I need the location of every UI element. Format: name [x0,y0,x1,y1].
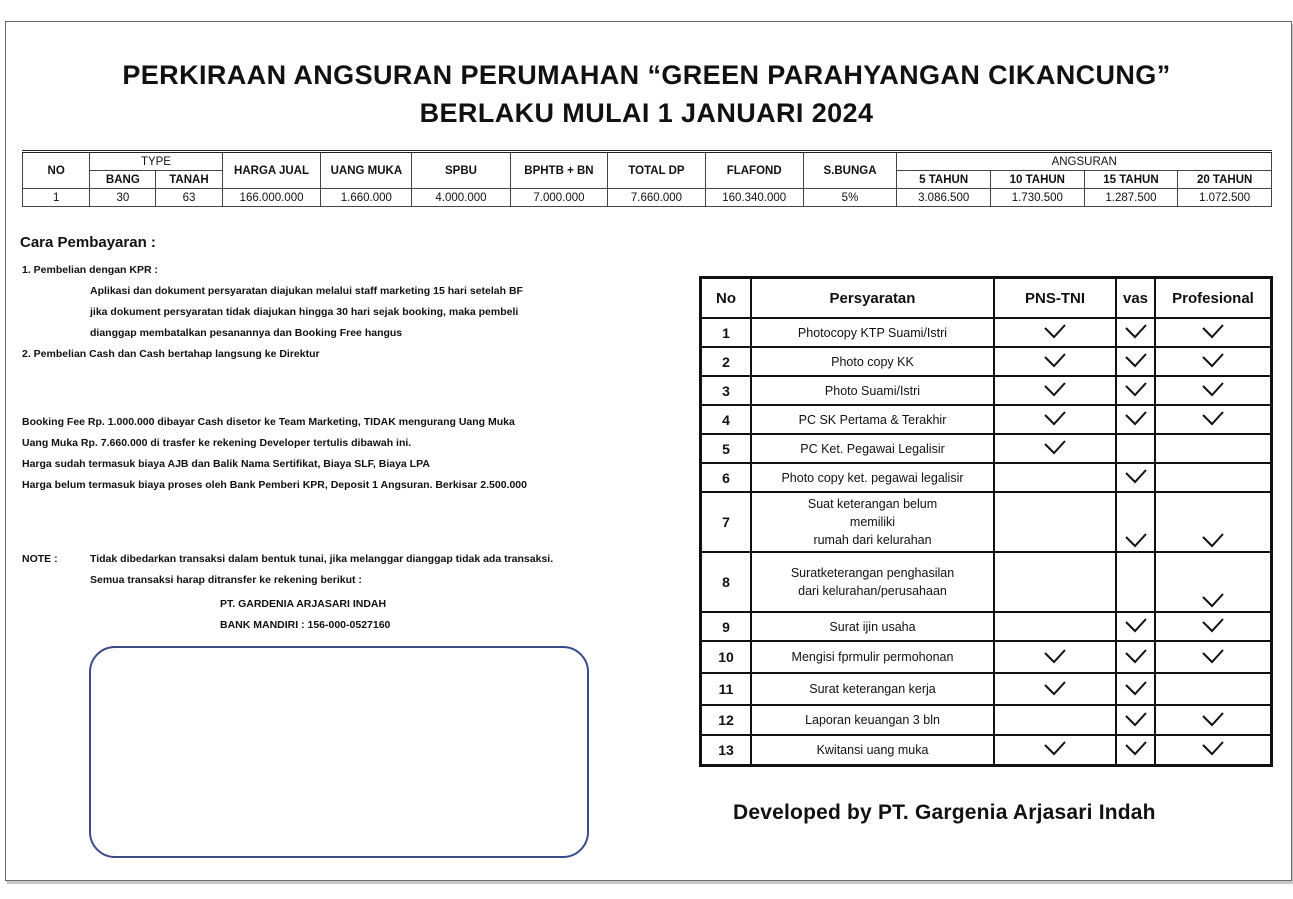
header-flafond: FLAFOND [705,152,803,189]
check-icon [1125,716,1147,730]
req-text: Laporan keuangan 3 bln [751,705,994,735]
header-10-tahun: 10 TAHUN [990,171,1084,189]
table-row [701,673,1272,705]
page-title-line2: BERLAKU MULAI 1 JANUARI 2024 [419,98,874,128]
req-text-line: memiliki [849,515,896,529]
req-pns-cell [994,492,1116,552]
check-icon [1044,444,1066,458]
check-icon [1125,653,1147,667]
kpr-heading: 1. Pembelian dengan KPR : [22,264,158,276]
check-icon [1125,473,1147,487]
req-pns-cell [994,735,1116,765]
info-line: Booking Fee Rp. 1.000.000 dibayar Cash disetor ke Team Marketing, TIDAK mengurang Uang Muka [22,416,515,428]
check-icon [1044,328,1066,342]
price-table [22,150,1272,207]
note-label: NOTE : [22,553,58,565]
info-line: Harga belum termasuk biaya proses oleh Bank Pemberi KPR, Deposit 1 Angsuran. Berkisar 2.500.000 [22,479,527,491]
bank-account: BANK MANDIRI : 156-000-0527160 [220,619,391,631]
cash-heading: 2. Pembelian Cash dan Cash bertahap langsung ke Direktur [22,348,320,360]
check-icon [1125,537,1147,551]
req-text: Surat keterangan kerja [751,673,994,705]
req-text: Photo Suami/Istri [751,376,994,405]
req-no: 2 [701,347,752,376]
cell-spbu: 4.000.000 [412,189,510,207]
header-uang-muka: UANG MUKA [321,152,412,189]
note-line: Tidak dibedarkan transaksi dalam bentuk tunai, jika melanggar dianggap tidak ada transaksi. [90,553,554,565]
req-text: Photo copy ket. pegawai legalisir [751,463,994,492]
header-tanah: TANAH [156,171,222,189]
cell-tanah: 63 [156,189,222,207]
header-harga-jual: HARGA JUAL [222,152,321,189]
check-icon [1202,537,1224,551]
table-row [701,376,1272,405]
table-row [701,318,1272,347]
cell-bang: 30 [90,189,156,207]
req-no: 11 [701,673,752,705]
req-text: Photocopy KTP Suami/Istri [751,318,994,347]
req-no: 12 [701,705,752,735]
check-icon [1044,745,1066,759]
check-icon [1125,386,1147,400]
req-header-persyaratan: Persyaratan [751,278,994,319]
table-row [701,434,1272,463]
req-vas-cell [1116,347,1155,376]
req-prof-cell [1155,735,1272,765]
req-pns-cell [994,434,1116,463]
req-pns-cell [994,552,1116,612]
req-prof-cell [1155,673,1272,705]
note-line: Semua transaksi harap ditransfer ke rekening berikut : [90,574,362,586]
req-no: 7 [701,492,752,552]
table-row [701,347,1272,376]
req-vas-cell [1116,705,1155,735]
cell-no: 1 [23,189,90,207]
req-vas-cell [1116,492,1155,552]
cell-flafond: 160.340.000 [705,189,803,207]
payment-title: Cara Pembayaran : [20,234,156,251]
req-prof-cell [1155,552,1272,612]
req-prof-cell [1155,347,1272,376]
req-vas-cell [1116,552,1155,612]
req-prof-cell [1155,612,1272,641]
req-vas-cell [1116,405,1155,434]
req-text [751,492,994,552]
req-prof-cell [1155,463,1272,492]
requirements-table [699,276,1273,767]
req-vas-cell [1116,735,1155,765]
header-bang: BANG [90,171,156,189]
req-pns-cell [994,318,1116,347]
check-icon [1202,653,1224,667]
req-header-prof: Profesional [1155,278,1272,319]
table-row [701,705,1272,735]
req-vas-cell [1116,463,1155,492]
req-prof-cell [1155,376,1272,405]
check-icon [1125,622,1147,636]
req-header-no: No [701,278,752,319]
req-pns-cell [994,405,1116,434]
header-angsuran: ANGSURAN [897,152,1272,171]
kpr-line: dianggap membatalkan pesanannya dan Booking Free hangus [90,327,403,339]
req-no: 9 [701,612,752,641]
check-icon [1044,653,1066,667]
req-text: Photo copy KK [751,347,994,376]
req-text: PC Ket. Pegawai Legalisir [751,434,994,463]
req-pns-cell [994,612,1116,641]
table-row [701,735,1272,765]
req-prof-cell [1155,705,1272,735]
cell-harga-jual: 166.000.000 [222,189,321,207]
req-text: Kwitansi uang muka [751,735,994,765]
req-no: 10 [701,641,752,673]
info-line: Harga sudah termasuk biaya AJB dan Balik Nama Sertifikat, Biaya SLF, Biaya LPA [22,458,430,470]
table-row [701,492,1272,552]
req-pns-cell [994,376,1116,405]
company-name: PT. GARDENIA ARJASARI INDAH [220,598,387,610]
table-row [701,612,1272,641]
check-icon [1044,415,1066,429]
req-no: 13 [701,735,752,765]
check-icon [1202,745,1224,759]
check-icon [1202,415,1224,429]
cell-bphtb: 7.000.000 [510,189,608,207]
req-header-vas: vas [1116,278,1155,319]
check-icon [1202,328,1224,342]
req-prof-cell [1155,318,1272,347]
req-vas-cell [1116,612,1155,641]
req-vas-cell [1116,318,1155,347]
page-title-line1: PERKIRAAN ANGSURAN PERUMAHAN “GREEN PARAHYANGAN CIKANCUNG” [122,60,1171,90]
developer-footer: Developed by PT. Gargenia Arjasari Indah [733,801,1156,824]
req-text-line: Suat keterangan belum [807,497,938,511]
header-spbu: SPBU [412,152,510,189]
req-pns-cell [994,463,1116,492]
req-pns-cell [994,673,1116,705]
table-row [701,463,1272,492]
check-icon [1202,597,1224,611]
req-no: 5 [701,434,752,463]
table-row [701,552,1272,612]
header-no: NO [23,152,90,189]
req-prof-cell [1155,641,1272,673]
req-vas-cell [1116,434,1155,463]
check-icon [1202,622,1224,636]
check-icon [1125,415,1147,429]
check-icon [1125,745,1147,759]
cell-5-tahun: 3.086.500 [897,189,991,207]
header-type: TYPE [90,152,222,171]
check-icon [1125,328,1147,342]
header-total-dp: TOTAL DP [608,152,706,189]
cell-total-dp: 7.660.000 [608,189,706,207]
req-no: 3 [701,376,752,405]
req-no: 6 [701,463,752,492]
req-header-pns: PNS-TNI [994,278,1116,319]
req-text-line: dari kelurahan/perusahaan [798,584,947,598]
note-box [89,646,589,858]
header-bphtb: BPHTB + BN [510,152,608,189]
req-text [751,552,994,612]
cell-15-tahun: 1.287.500 [1084,189,1178,207]
check-icon [1202,357,1224,371]
req-prof-cell [1155,434,1272,463]
cell-10-tahun: 1.730.500 [990,189,1084,207]
table-row [23,189,1272,207]
req-text: Surat ijin usaha [751,612,994,641]
table-row [701,641,1272,673]
req-text: PC SK Pertama & Terakhir [751,405,994,434]
check-icon [1202,386,1224,400]
kpr-line: jika dokument persyaratan tidak diajukan hingga 30 hari sejak booking, maka pembeli [90,306,519,318]
check-icon [1044,357,1066,371]
header-15-tahun: 15 TAHUN [1084,171,1178,189]
req-pns-cell [994,641,1116,673]
check-icon [1125,357,1147,371]
check-icon [1044,386,1066,400]
req-pns-cell [994,705,1116,735]
req-text-line: Suratketerangan penghasilan [790,566,955,580]
req-no: 4 [701,405,752,434]
header-sbunga: S.BUNGA [803,152,897,189]
req-text-line: rumah dari kelurahan [813,533,932,547]
check-icon [1125,685,1147,699]
req-prof-cell [1155,405,1272,434]
cell-sbunga: 5% [803,189,897,207]
info-line: Uang Muka Rp. 7.660.000 di trasfer ke rekening Developer tertulis dibawah ini. [22,437,412,449]
req-vas-cell [1116,641,1155,673]
check-icon [1044,685,1066,699]
req-pns-cell [994,347,1116,376]
cell-20-tahun: 1.072.500 [1178,189,1272,207]
header-20-tahun: 20 TAHUN [1178,171,1272,189]
kpr-line: Aplikasi dan dokument persyaratan diajukan melalui staff marketing 15 hari setelah BF [90,285,523,297]
header-5-tahun: 5 TAHUN [897,171,991,189]
check-icon [1202,716,1224,730]
req-text: Mengisi fprmulir permohonan [751,641,994,673]
req-vas-cell [1116,376,1155,405]
req-prof-cell [1155,492,1272,552]
table-row [701,405,1272,434]
req-no: 1 [701,318,752,347]
cell-uang-muka: 1.660.000 [321,189,412,207]
req-no: 8 [701,552,752,612]
req-vas-cell [1116,673,1155,705]
